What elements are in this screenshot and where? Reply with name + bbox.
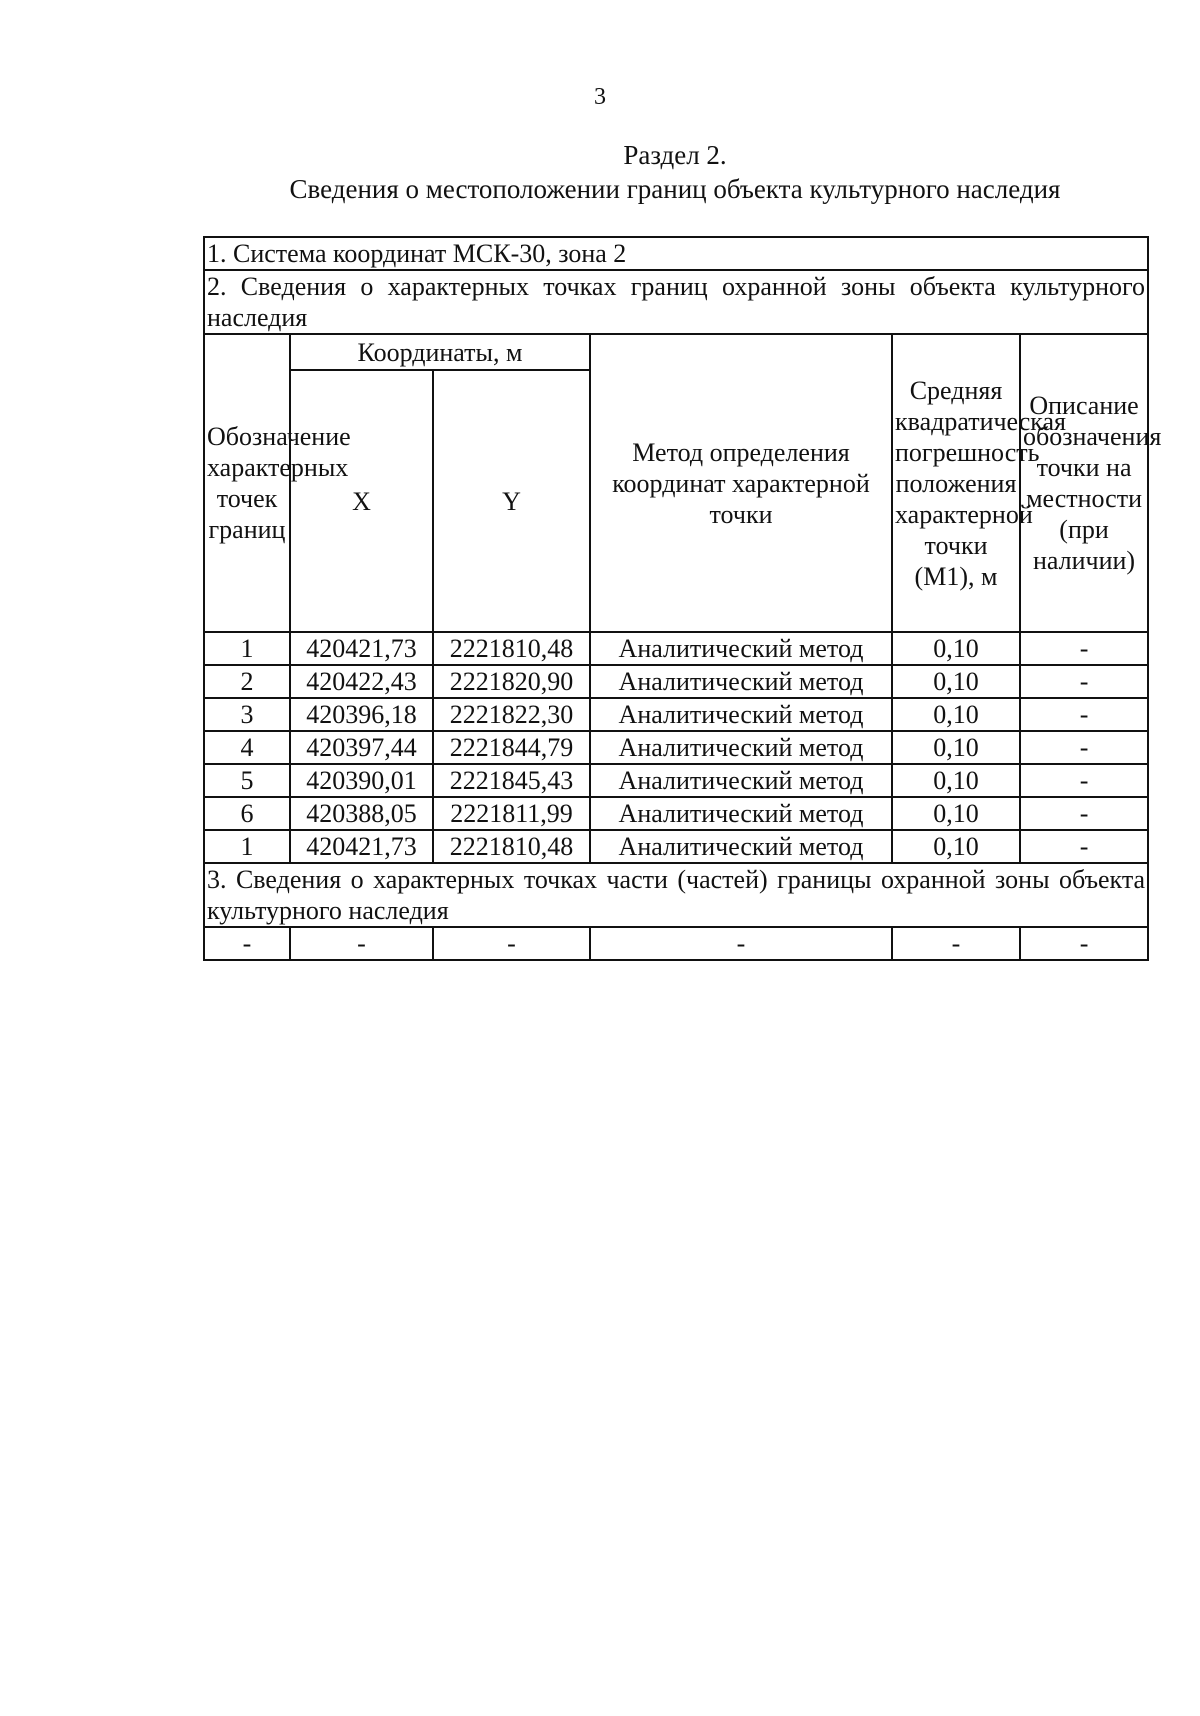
description-value: - xyxy=(1020,797,1148,830)
y-value: 2221811,99 xyxy=(433,797,590,830)
boundary-points-section-row: 2. Сведения о характерных точках границ охранной зоны объекта культурного наследия xyxy=(204,270,1148,334)
coordinates-table xyxy=(203,236,1162,961)
x-value: 420421,73 xyxy=(290,632,433,665)
table-row xyxy=(204,665,1148,698)
error-value: 0,10 xyxy=(892,731,1020,764)
error-value: 0,10 xyxy=(892,764,1020,797)
description-value: - xyxy=(1020,632,1148,665)
table-row xyxy=(204,632,1148,665)
header-method: Метод определения координат характерной точки xyxy=(590,334,892,632)
empty-cell: - xyxy=(290,927,433,960)
point-number: 2 xyxy=(204,665,290,698)
empty-cell: - xyxy=(204,927,290,960)
table-row xyxy=(204,830,1148,863)
y-value: 2221845,43 xyxy=(433,764,590,797)
x-value: 420396,18 xyxy=(290,698,433,731)
description-value: - xyxy=(1020,830,1148,863)
empty-table-row xyxy=(204,927,1148,960)
table-row xyxy=(204,764,1148,797)
header-x: X xyxy=(290,370,433,632)
description-value: - xyxy=(1020,731,1148,764)
method-value: Аналитический метод xyxy=(590,731,892,764)
description-value: - xyxy=(1020,665,1148,698)
y-value: 2221810,48 xyxy=(433,830,590,863)
empty-cell: - xyxy=(1020,927,1148,960)
section-title: Раздел 2. xyxy=(623,140,727,170)
point-number: 3 xyxy=(204,698,290,731)
method-value: Аналитический метод xyxy=(590,764,892,797)
error-value: 0,10 xyxy=(892,698,1020,731)
empty-cell: - xyxy=(433,927,590,960)
method-value: Аналитический метод xyxy=(590,665,892,698)
section-heading xyxy=(0,138,1200,206)
header-coordinates: Координаты, м xyxy=(290,334,590,370)
description-value: - xyxy=(1020,698,1148,731)
error-value: 0,10 xyxy=(892,665,1020,698)
description-value: - xyxy=(1020,764,1148,797)
method-value: Аналитический метод xyxy=(590,632,892,665)
x-value: 420397,44 xyxy=(290,731,433,764)
page-number: 3 xyxy=(594,84,606,110)
point-number: 1 xyxy=(204,632,290,665)
y-value: 2221820,90 xyxy=(433,665,590,698)
x-value: 420422,43 xyxy=(290,665,433,698)
method-value: Аналитический метод xyxy=(590,698,892,731)
error-value: 0,10 xyxy=(892,830,1020,863)
header-description: Описание обозначения точки на местности (при наличии) xyxy=(1020,334,1148,632)
header-y: Y xyxy=(433,370,590,632)
error-value: 0,10 xyxy=(892,632,1020,665)
y-value: 2221810,48 xyxy=(433,632,590,665)
point-number: 6 xyxy=(204,797,290,830)
table-row xyxy=(204,731,1148,764)
coordinate-system-row: 1. Система координат МСК-30, зона 2 xyxy=(204,237,1148,270)
point-number: 4 xyxy=(204,731,290,764)
header-designation: Обозначение характерных точек границ xyxy=(204,334,290,632)
table-row xyxy=(204,797,1148,830)
y-value: 2221822,30 xyxy=(433,698,590,731)
section-subtitle: Сведения о местоположении границ объекта культурного наследия xyxy=(289,174,1061,204)
point-number: 5 xyxy=(204,764,290,797)
method-value: Аналитический метод xyxy=(590,830,892,863)
point-number: 1 xyxy=(204,830,290,863)
empty-cell: - xyxy=(590,927,892,960)
empty-cell: - xyxy=(892,927,1020,960)
error-value: 0,10 xyxy=(892,797,1020,830)
table-row xyxy=(204,698,1148,731)
x-value: 420388,05 xyxy=(290,797,433,830)
y-value: 2221844,79 xyxy=(433,731,590,764)
method-value: Аналитический метод xyxy=(590,797,892,830)
header-error: Средняя квадратическая погрешность положения характерной точки (M1), м xyxy=(892,334,1020,632)
boundary-parts-section-row: 3. Сведения о характерных точках части (частей) границы охранной зоны объекта культурного наследия xyxy=(204,863,1148,927)
x-value: 420390,01 xyxy=(290,764,433,797)
x-value: 420421,73 xyxy=(290,830,433,863)
